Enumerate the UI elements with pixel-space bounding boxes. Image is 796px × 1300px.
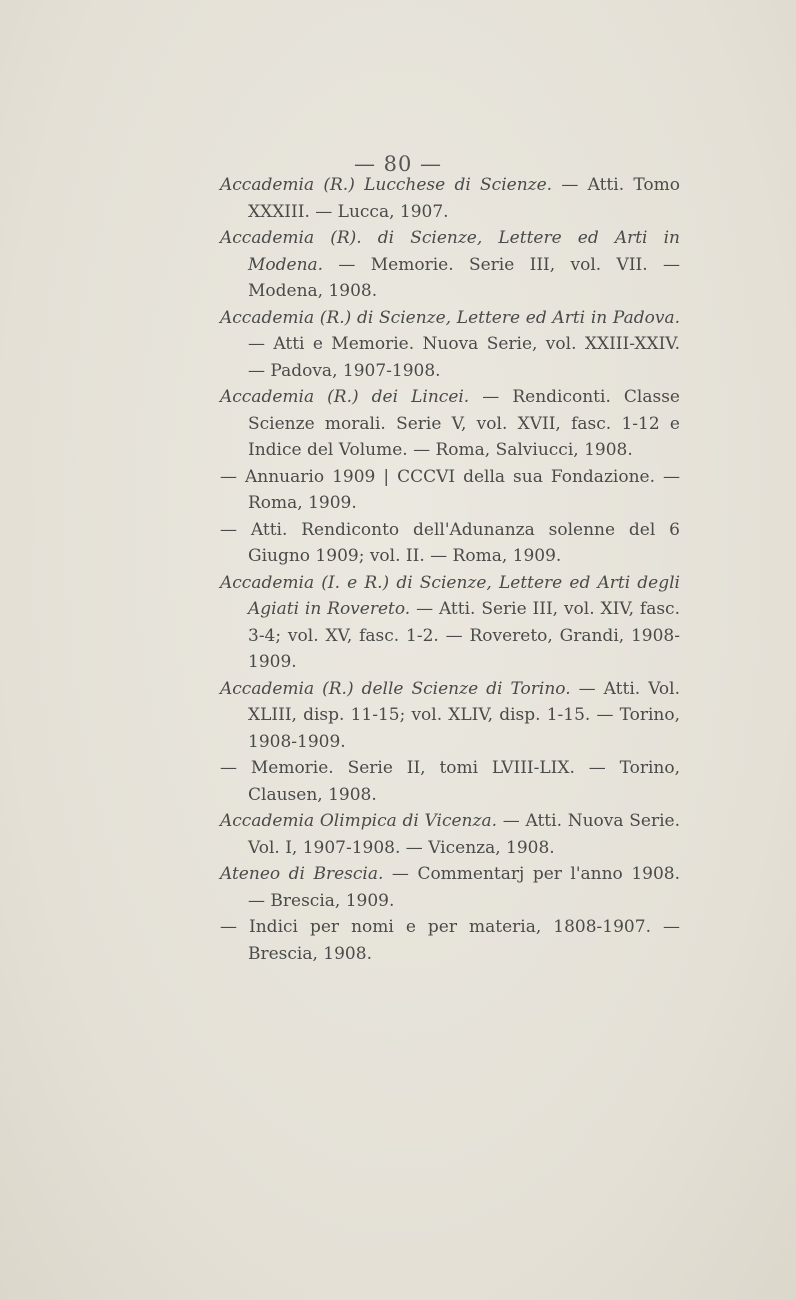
bibliography-entry bbox=[220, 225, 680, 305]
bibliography-entry bbox=[220, 676, 680, 756]
institution-name: Accademia (R). di Scienze, Lettere ed Arti in Modena. bbox=[220, 228, 680, 275]
entry-details: — Annuario 1909 | CCCVI della sua Fondazione. — Roma, 1909. bbox=[220, 466, 680, 513]
entry-details: — Atti. Serie III, vol. XIV, fasc. 3-4; vol. XV, fasc. 1-2. — Rovereto, Grandi, 1908-1909. bbox=[248, 599, 680, 672]
entry-details: — Atti. Rendiconto dell'Adunanza solenne del 6 Giugno 1909; vol. II. — Roma, 1909. bbox=[220, 519, 680, 566]
institution-name: Accademia (R.) delle Scienze di Torino. bbox=[220, 678, 571, 699]
institution-name: Accademia Olimpica di Vicenza. bbox=[220, 811, 497, 831]
institution-name: Accademia (I. e R.) di Scienze, Lettere ed Arti degli Agiati in Rovereto. bbox=[220, 572, 680, 619]
bibliography-entry bbox=[220, 755, 680, 808]
entry-details: — Atti. Tomo XXXIII. — Lucca, 1907. bbox=[248, 175, 680, 222]
entry-details: — Memorie. Serie II, tomi LVIII-LIX. — Torino, Clausen, 1908. bbox=[220, 758, 680, 805]
bibliography-entry bbox=[220, 517, 680, 570]
bibliography-entry bbox=[220, 861, 680, 914]
institution-name: Accademia (R.) dei Lincei. bbox=[220, 387, 470, 407]
page-number: — 80 — bbox=[353, 152, 443, 176]
entry-details: — Memorie. Serie III, vol. VII. — Modena, 1908. bbox=[248, 254, 680, 301]
institution-name: Ateneo di Brescia. bbox=[220, 864, 384, 884]
entry-details: — Atti. Nuova Serie. Vol. I, 1907-1908. — Vicenza, 1908. bbox=[248, 811, 680, 858]
bibliography-entry bbox=[220, 808, 680, 861]
institution-name: Accademia (R.) di Scienze, Lettere ed Arti in Padova. bbox=[220, 307, 680, 328]
bibliography-entry bbox=[220, 464, 680, 517]
entry-details: — Atti. Vol. XLIII, disp. 11-15; vol. XLIV, disp. 1-15. — Torino, 1908-1909. bbox=[248, 678, 680, 752]
bibliography-entry bbox=[220, 305, 680, 385]
entry-details: — Indici per nomi e per materia, 1808-1907. — Brescia, 1908. bbox=[220, 917, 680, 964]
bibliography-list bbox=[220, 172, 680, 967]
entry-details: — Rendiconti. Classe Scienze morali. Serie V, vol. XVII, fasc. 1-12 e Indice del Volume. — Roma, Salviucci, 1908. bbox=[248, 387, 680, 460]
bibliography-entry bbox=[220, 570, 680, 676]
entry-details: — Commentarj per l'anno 1908. — Brescia, 1909. bbox=[248, 864, 680, 911]
bibliography-entry bbox=[220, 914, 680, 967]
bibliography-entry bbox=[220, 172, 680, 225]
institution-name: Accademia (R.) Lucchese di Scienze. bbox=[220, 175, 553, 195]
entry-details: — Atti e Memorie. Nuova Serie, vol. XXIII-XXIV. — Padova, 1907-1908. bbox=[248, 334, 680, 381]
bibliography-entry bbox=[220, 384, 680, 464]
